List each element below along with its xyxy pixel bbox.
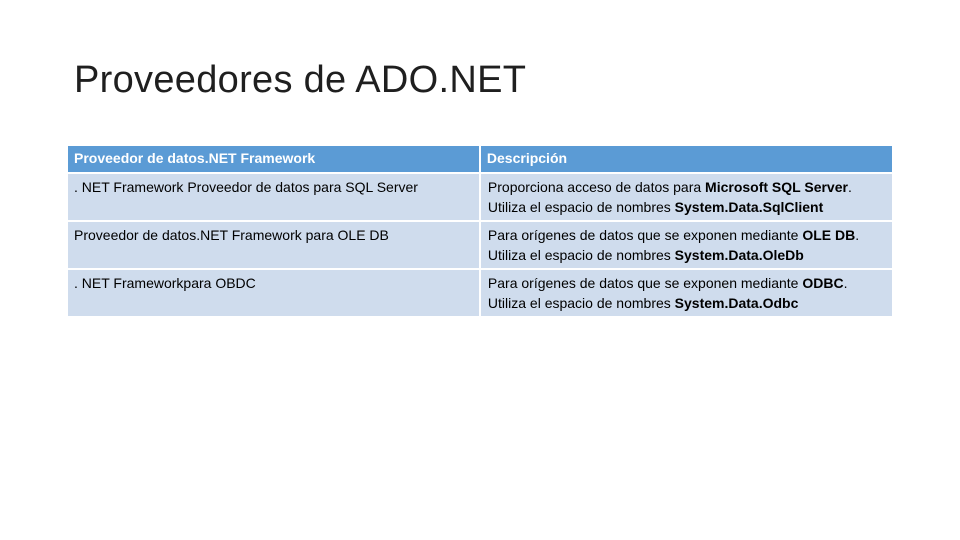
description-bold-term: ODBC bbox=[802, 275, 844, 291]
slide-title: Proveedores de ADO.NET bbox=[74, 59, 527, 101]
table-row bbox=[68, 174, 892, 220]
description-text: . Utiliza el espacio de nombres bbox=[487, 227, 860, 263]
namespace-name: System.Data.SqlClient bbox=[674, 199, 824, 215]
description-cell bbox=[481, 222, 892, 268]
table-row bbox=[68, 222, 892, 268]
description-bold-term: Microsoft SQL Server bbox=[705, 179, 848, 195]
providers-table bbox=[66, 144, 894, 318]
provider-cell: . NET Frameworkpara OBDC bbox=[68, 270, 479, 316]
description-cell bbox=[481, 270, 892, 316]
description-bold-term: OLE DB bbox=[802, 227, 856, 243]
header-provider: Proveedor de datos.NET Framework bbox=[68, 146, 479, 172]
description-text: Para orígenes de datos que se exponen mediante bbox=[487, 227, 803, 243]
namespace-name: System.Data.OleDb bbox=[674, 247, 804, 263]
table-row bbox=[68, 270, 892, 316]
provider-cell: . NET Framework Proveedor de datos para SQL Server bbox=[68, 174, 479, 220]
description-text: . Utiliza el espacio de nombres bbox=[487, 179, 852, 215]
description-text: Proporciona acceso de datos para bbox=[487, 179, 706, 195]
namespace-name: System.Data.Odbc bbox=[674, 295, 799, 311]
description-cell bbox=[481, 174, 892, 220]
provider-cell: Proveedor de datos.NET Framework para OLE DB bbox=[68, 222, 479, 268]
description-text: . Utiliza el espacio de nombres bbox=[487, 275, 848, 311]
header-description: Descripción bbox=[481, 146, 892, 172]
description-text: Para orígenes de datos que se exponen mediante bbox=[487, 275, 803, 291]
table-header-row bbox=[68, 146, 892, 172]
